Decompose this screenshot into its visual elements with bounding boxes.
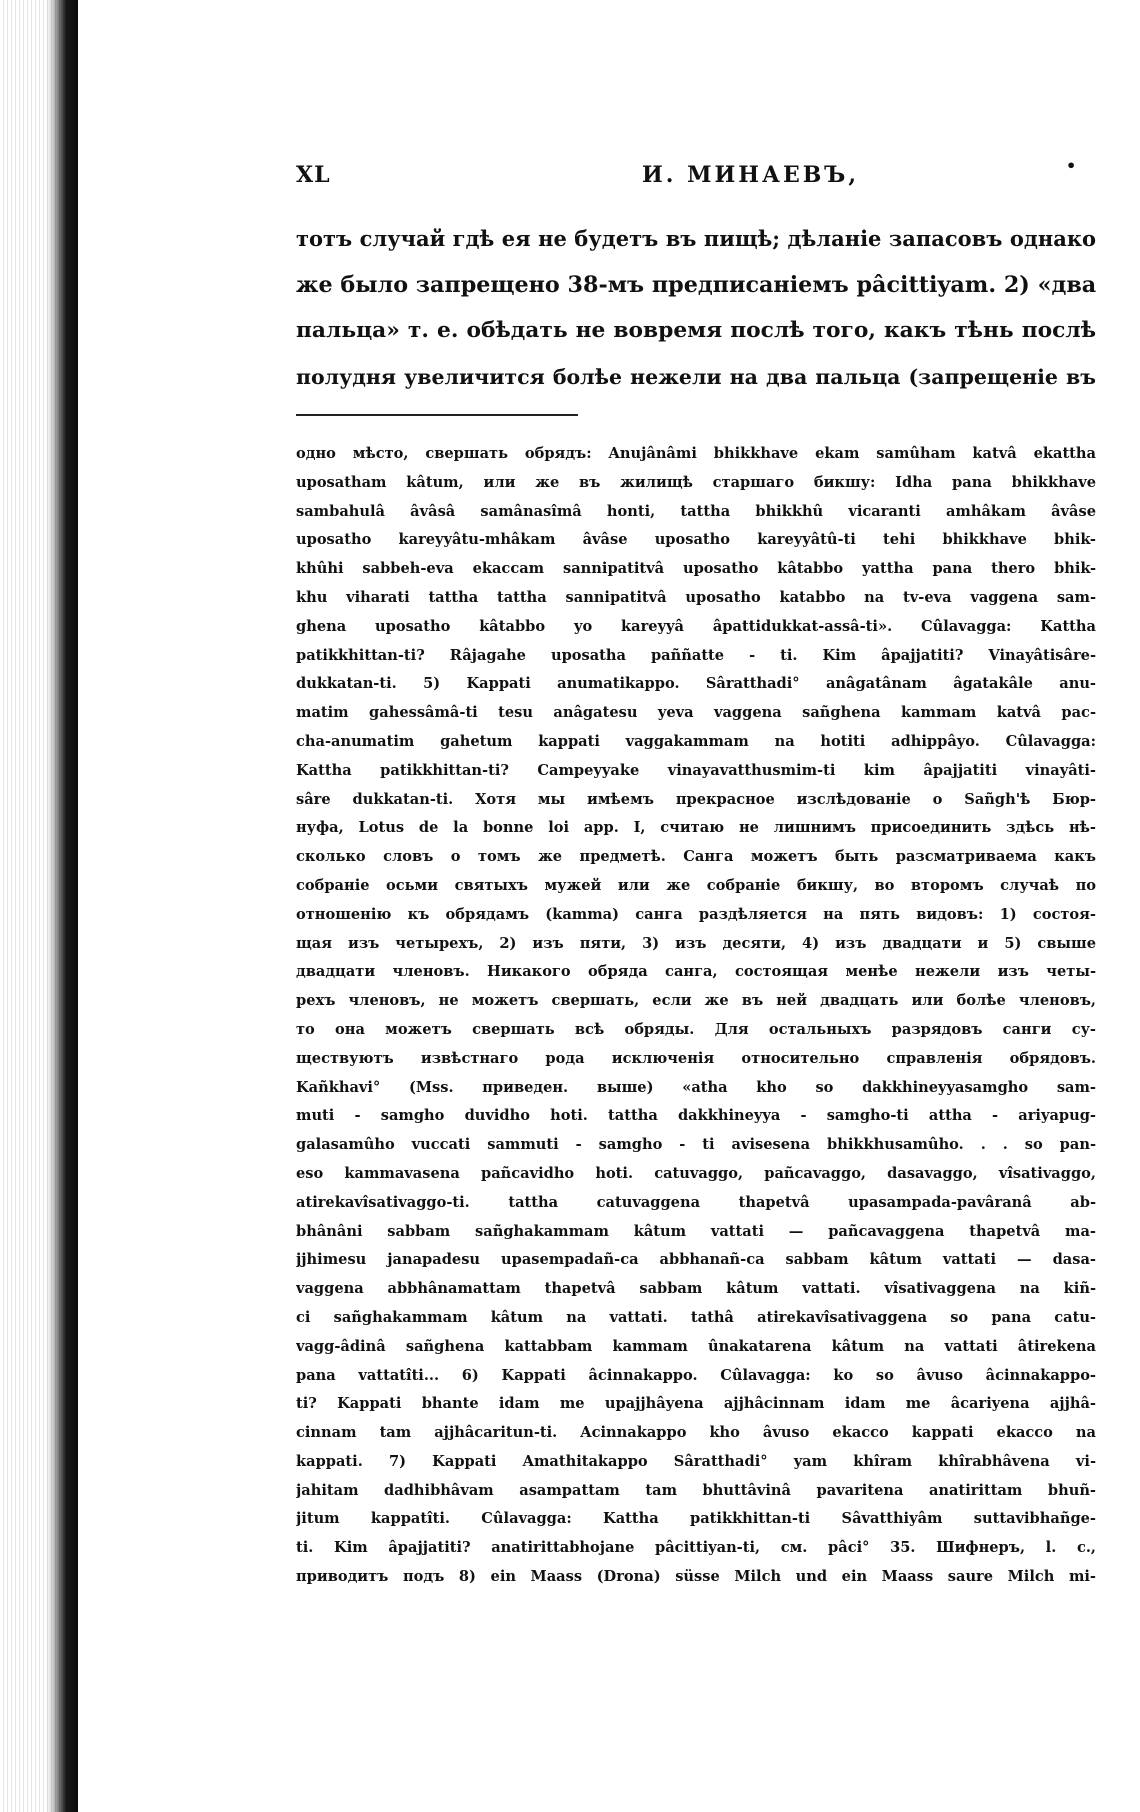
footnote-line: jahitam dadhibhâvam asampattam tam bhuttâvinâ pavaritena anatirittam bhuñ- [296,1481,1096,1499]
footnote-line: uposatho kareyyâtu-mhâkam âvâse uposatho kareyyâtû-ti tehi bhikkhave bhik- [296,531,1096,549]
main-text-line: тотъ случай гдѣ ея не будетъ въ пищѣ; дѣланіе запасовъ однако [296,226,1096,251]
footnote-line: сколько словъ о томъ же предметѣ. Санга можетъ быть разсматриваема какъ [296,848,1096,866]
footnote-line: atirekavîsativaggo-ti. tattha catuvaggena thapetvâ upasampada-pavâranâ ab- [296,1193,1096,1211]
footnote-line: khu viharati tattha tattha sannipatitvâ uposatho katabbo na tv-eva vaggena sam- [296,588,1096,606]
footnote-block [296,440,1096,1592]
footnote-line: ci sañghakammam kâtum na vattati. tathâ atirekavîsativaggena so pana catu- [296,1308,1096,1326]
footnote-line: то она можетъ свершать всѣ обряды. Для остальныхъ разрядовъ санги су- [296,1020,1096,1038]
footnote-line: cha-anumatim gahetum kappati vaggakammam na hotiti adhippâyo. Cûlavagga: [296,732,1096,750]
footnote-line: kappati. 7) Kappati Amathitakappo Sâratthadi° yam khîram khîrabhâvena vi- [296,1452,1096,1470]
footnote-line: sambahulâ âvâsâ samânasîmâ honti, tattha bhikkhû vicaranti amhâkam âvâse [296,502,1096,520]
footnote-line: одно мѣсто, свершать обрядъ: Anujânâmi bhikkhave ekam samûham katvâ ekattha [296,445,1096,462]
footnote-line: galasamûho vuccati sammuti - samgho - ti avisesena bhikkhusamûho. . . so pan- [296,1136,1096,1154]
footnote-line: щая изъ четырехъ, 2) изъ пяти, 3) изъ десяти, 4) изъ двадцати и 5) свыше [296,934,1096,952]
footnote-line: ghena uposatho kâtabbo yo kareyyâ âpattidukkat-assâ-ti». Cûlavagga: Kattha [296,617,1096,635]
footnote-separator [296,414,578,416]
footnote-line: patikkhittan-ti? Râjagahe uposatha paññatte - ti. Kim âpajjatiti? Vinayâtisâre- [296,646,1096,664]
footnote-line: Kattha patikkhittan-ti? Campeyyake vinayavatthusmim-ti kim âpajjatiti vinayâti- [296,761,1096,779]
main-text-block [296,216,1096,400]
footnote-line: ществуютъ извѣстнаго рода исключенія относительно справленія обрядовъ. [296,1049,1096,1067]
main-text-line: же было запрещено 38-мъ предписаніемъ pâcittiyam. 2) «два [296,272,1096,298]
footnote-line: Kañkhavi° (Mss. приведен. выше) «atha kho so dakkhineyyasamgho sam- [296,1078,1096,1096]
footnote-line: bhânâni sabbam sañghakammam kâtum vattati — pañcavaggena thapetvâ ma- [296,1222,1096,1240]
footnote-line: рехъ членовъ, не можетъ свершать, если же въ ней двадцать или болѣе членовъ, [296,992,1096,1010]
footnote-line: нуфа, Lotus de la bonne loi app. I, считаю не лишнимъ присоединить здѣсь нѣ- [296,819,1096,837]
footnote-line: eso kammavasena pañcavidho hoti. catuvaggo, pañcavaggo, dasavaggo, vîsativaggo, [296,1164,1096,1182]
footnote-line: ti. Kim âpajjatiti? anatirittabhojane pâcittiyan-ti, см. pâci° 35. Шифнеръ, l. c., [296,1539,1096,1557]
footnote-line: matim gahessâmâ-ti tesu anâgatesu yeva vaggena sañghena kammam katvâ pac- [296,704,1096,722]
footnote-line: собраніе осьми святыхъ мужей или же собраніе бикшу, во второмъ случаѣ по [296,876,1096,894]
binding-streaks [0,0,78,1812]
footnote-line: cinnam tam ajjhâcaritun-ti. Acinnakappo kho âvuso ekacco kappati ekacco na [296,1424,1096,1442]
footnote-line: vagg-âdinâ sañghena kattabbam kammam ûnakatarena kâtum na vattati âtirekena [296,1337,1096,1355]
footnote-line: muti - samgho duvidho hoti. tattha dakkhineyya - samgho-ti attha - ariyapug- [296,1107,1096,1125]
footnote-line: uposatham kâtum, или же въ жилищѣ старшаго бикшу: Idha pana bhikkhave [296,473,1096,491]
footnote-line: vaggena abbhânamattam thapetvâ sabbam kâtum vattati. vîsativaggena na kiñ- [296,1280,1096,1298]
main-text-line: полудня увеличится болѣе нежели на два пальца (запрещеніе въ [296,365,1096,389]
footnote-line: khûhi sabbeh-eva ekaccam sannipatitvâ uposatho kâtabbo yattha pana thero bhik- [296,560,1096,578]
footnote-line: приводитъ подъ 8) ein Maass (Drona) süsse Milch und ein Maass saure Milch mi- [296,1568,1096,1586]
footnote-line: отношенію къ обрядамъ (kamma) санга раздѣляется на пять видовъ: 1) состоя- [296,905,1096,923]
ink-mark: • [1066,156,1078,175]
footnote-line: pana vattatîti... 6) Kappati âcinnakappo. Cûlavagga: ko so âvuso âcinnakappo- [296,1366,1096,1384]
main-text-line: пальца» т. е. обѣдать не вовремя послѣ того, какъ тѣнь послѣ [296,318,1096,343]
footnote-line: двадцати членовъ. Никакого обряда санга, состоящая менѣе нежели изъ четы- [296,963,1096,981]
footnote-line: jjhimesu janapadesu upasempadañ-ca abbhanañ-ca sabbam kâtum vattati — dasa- [296,1251,1096,1269]
page-number: XL [296,162,331,188]
footnote-line: ti? Kappati bhante idam me upajjhâyena ajjhâcinnam idam me âcariyena ajjhâ- [296,1395,1096,1413]
footnote-line: jitum kappatîti. Cûlavagga: Kattha patikkhittan-ti Sâvatthiyâm suttavibhañge- [296,1510,1096,1528]
footnote-line: dukkatan-ti. 5) Kappati anumatikappo. Sâratthadi° anâgatânam âgatakâle anu- [296,675,1096,693]
running-title: И. МИНАЕВЪ, [642,162,860,188]
footnote-line: sâre dukkatan-ti. Хотя мы имѣемъ прекрасное изслѣдованіе о Sañgh'ѣ Бюр- [296,790,1096,808]
